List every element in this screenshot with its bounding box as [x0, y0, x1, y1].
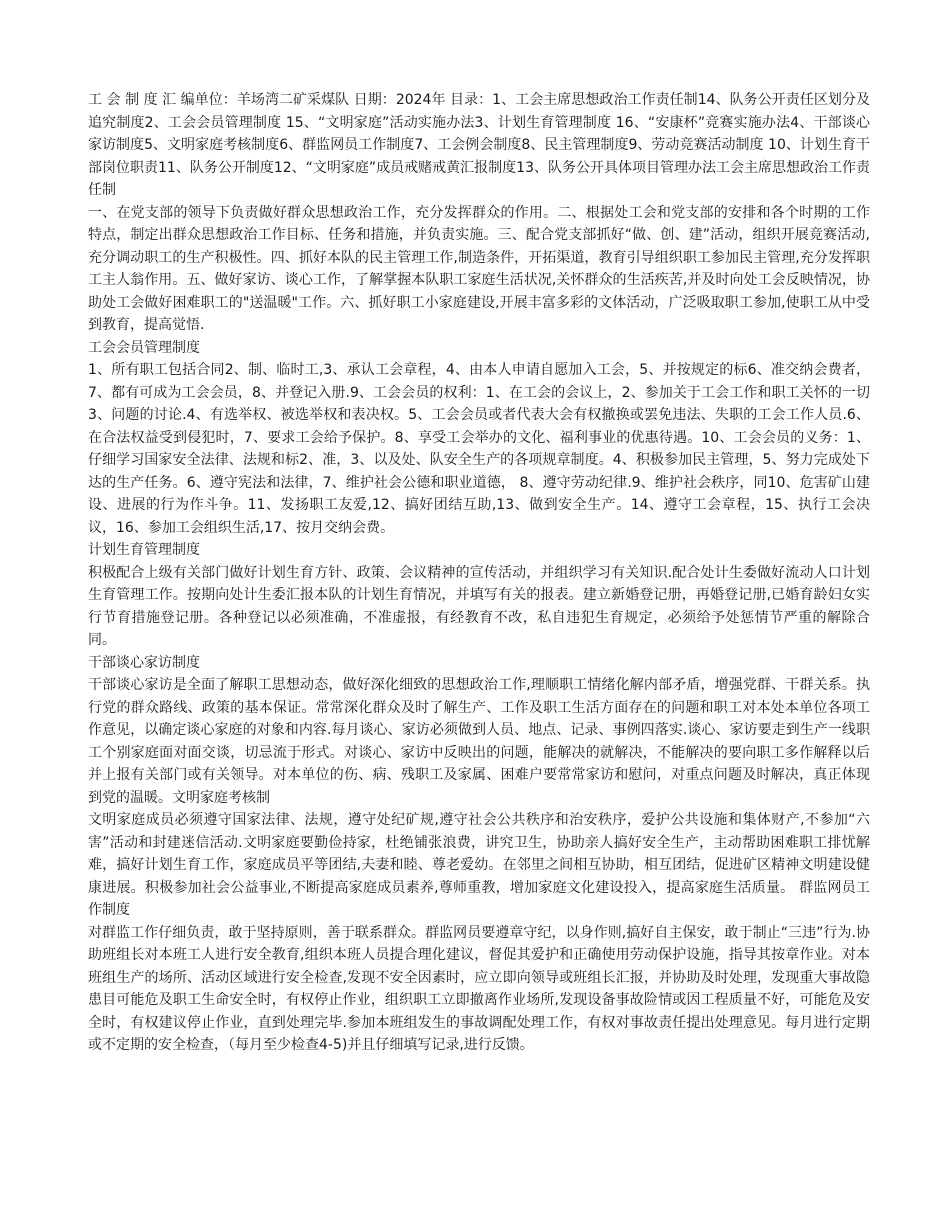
document-body — [88, 89, 870, 1057]
section-heading-family-planning: 计划生育管理制度 — [88, 542, 200, 558]
family-planning-paragraph: 积极配合上级有关部门做好计划生育方针、政策、会议精神的宣传活动，并组织学习有关知识.配合处计生委做好流动人口计划生育管理工作。按期向处计生委汇报本队的计划生育情况，并填写有关的报表。建立新婚登记册，再婚登记册,已婚育龄妇女实行节育措施登记册。各种登记以必须准确，不准虚报，有经教育不改，私自违犯生育规定，必须给予处惩情节严重的解除合同。 — [88, 564, 870, 648]
civilized-family-paragraph: 文明家庭成员必须遵守国家法律、法规，遵守处纪矿规,遵守社会公共秩序和治安秩序，爱护公共设施和集体财产,不参加“六害”活动和封建迷信活动.文明家庭要勤俭持家，杜绝铺张浪费，讲究卫生，协助亲人搞好安全生产，主动帮助困难职工排忧解难，搞好计划生育工作，家庭成员平等团结,夫妻和睦、尊老爱幼。在邻里之间相互协助，相互团结，促进矿区精神文明建设健康进展。积极参加社会公益事业,不断提高家庭成员素养,尊师重教，增加家庭文化建设投入，提高家庭生活质量。 群监网员工作制度 — [88, 812, 870, 918]
safety-supervisor-paragraph: 对群监工作仔细负责，敢于坚持原则，善于联系群众。群监网员要遵章守纪，以身作则,搞好自主保安，敢于制止“三违”行为.协助班组长对本班工人进行安全教育,组织本班人员提合理化建议，督促其爱护和正确使用劳动保护设施，指导其按章作业。对本班组生产的场所、活动区域进行安全检查,发现不安全因素时，应立即向领导或班组长汇报，并协助及时处理，发现重大事故隐患目可能危及职工生命安全时，有权停止作业，组织职工立即撤离作业场所,发现设备事故险情或因工程质量不好，可能危及安全时，有权建议停止作业，直到处理完毕.参加本班组发生的事故调配处理工作，有权对事故责任提出处理意见。每月进行定期或不定期的安全检查，（每月至少检查4-5)并且仔细填写记录,进行反馈。 — [88, 924, 870, 1053]
section-heading-member-management: 工会会员管理制度 — [88, 339, 200, 356]
home-visits-paragraph: 干部谈心家访是全面了解职工思想动态，做好深化细致的思想政治工作,理顺职工情绪化解内部矛盾，增强党群、干群关系。执行党的群众路线、政策的基本保证。常常深化群众及时了解生产、工作及职工生活方面存在的问题和职工对本处本单位各项工作意见，以确定谈心家庭的对象和内容.每月谈心、家访必须做到人员、地点、记录、事例四落实.谈心、家访要走到生产一线职工个别家庭面对面交谈，切忌流于形式。对谈心、家访中反映出的问题，能解决的就解决，不能解决的要向职工多作解释以后并上报有关部门或有关领导。对本单位的伤、病、残职工及家属、困难户要常常家访和慰问，对重点问题及时解决，真正体现到党的温暖。文明家庭考核制 — [88, 677, 870, 806]
section-heading-home-visits: 干部谈心家访制度 — [88, 654, 200, 671]
member-management-paragraph: 1、所有职工包括合同2、制、临时工,3、承认工会章程，4、由本人申请自愿加入工会，5、并按规定的标6、准交纳会费者，7、都有可成为工会会员，8、并登记入册.9、工会会员的权利：1、在工会的会议上，2、参加关于工会工作和职工关怀的一切3、问题的讨论.4、有选举权、被选举权和表决权。5、工会会员或者代表大会有权撤换或罢免违法、失职的工会工作人员.6、在合法权益受到侵犯时，7、要求工会给予保护。8、享受工会举办的文化、福利事业的优惠待遇。10、工会会员的义务：1、仔细学习国家安全法律、法规和标2、准，3、以及处、队安全生产的各项规章制度。4、积极参加民主管理，5、努力完成处下达的生产任务。6、遵守宪法和法律，7、维护社会公德和职业道德， 8、遵守劳动纪律.9、维护社会秩序，同10、危害矿山建设、进展的行为作斗争。11、发扬职工友爱,12、搞好团结互助,13、做到安全生产。14、遵守工会章程，15、执行工会决议，16、参加工会组织生活,17、按月交纳会费。 — [88, 362, 870, 536]
chairman-duties-paragraph: 一、在党支部的领导下负责做好群众思想政治工作，充分发挥群众的作用。二、根据处工会和党支部的安排和各个时期的工作特点，制定出群众思想政治工作目标、任务和措施，并负责实施。三、配合党支部抓好“做、创、建”活动，组织开展竞赛活动,充分调动职工的生产积极性。四、抓好本队的民主管理工作,制造条件，开拓渠道，教育引导组织职工参加民主管理,充分发挥职工主人翁作用。五、做好家访、谈心工作，了解掌握本队职工家庭生活状况,关怀群众的生活疾苦,并及时向处工会反映情况，协助处工会做好困难职工的"送温暖"工作。六、抓好职工小家庭建设,开展丰富多彩的文体活动，广泛吸取职工参加,使职工从中受到教育，提高觉悟. — [88, 204, 870, 333]
intro-and-table-of-contents: 工 会 制 度 汇 编单位：羊场湾二矿采煤队 日期：2024年 目录：1、工会主席思想政治工作责任制14、队务公开责任区划分及追究制度2、工会会员管理制度 15、“文明家庭”活动实施办法3、计划生育管理制度 16、“安康杯”竞赛实施办法4、干部谈心家访制度5、文明家庭考核制度6、群监网员工作制度7、工会例会制度8、民主管理制度9、劳动竞赛活动制度 10、计划生育干部岗位职责11、队务公开制度12、“文明家庭”成员戒赌戒黄汇报制度13、队务公开具体项目管理办法工会主席思想政治工作责任制 — [88, 92, 870, 198]
